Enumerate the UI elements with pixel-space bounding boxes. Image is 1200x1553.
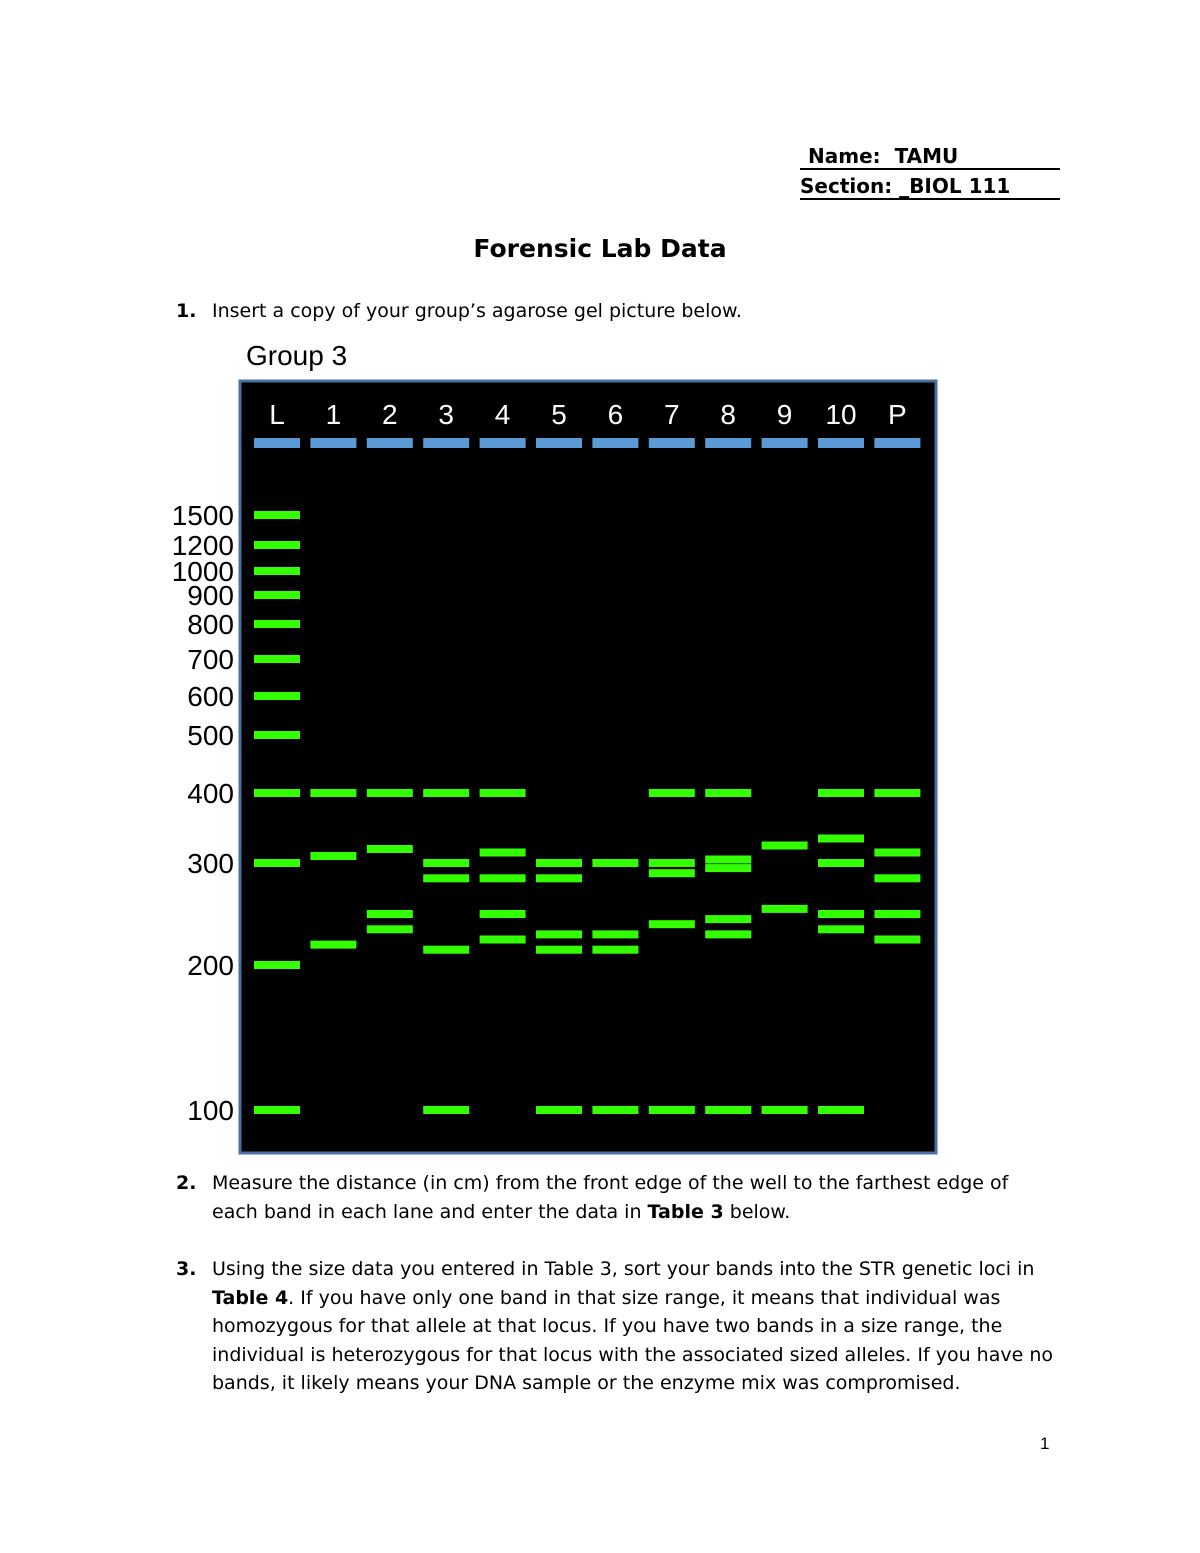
dna-band	[874, 910, 920, 918]
dna-band	[310, 941, 356, 949]
lane-label: L	[269, 399, 285, 430]
lane-label: 9	[776, 399, 793, 430]
dna-band	[649, 920, 695, 928]
question-1	[176, 297, 1056, 326]
gel-well	[818, 438, 864, 448]
dna-band	[536, 859, 582, 867]
gel-well	[367, 438, 413, 448]
dna-band	[254, 620, 300, 628]
gel-well	[592, 438, 638, 448]
dna-band	[254, 1106, 300, 1114]
dna-band	[423, 789, 469, 797]
dna-band	[536, 946, 582, 954]
dna-band	[818, 835, 864, 843]
dna-band	[367, 845, 413, 853]
dna-band	[254, 731, 300, 739]
lane-label: 4	[494, 399, 511, 430]
question-number: 3.	[176, 1258, 197, 1280]
dna-band	[649, 859, 695, 867]
ladder-size-label: 1500	[171, 500, 234, 531]
dna-band	[480, 849, 526, 857]
question-text	[212, 1169, 1056, 1226]
dna-band	[818, 859, 864, 867]
lane-label: 5	[551, 399, 567, 430]
dna-band	[254, 859, 300, 867]
page-number: 1	[1040, 1434, 1050, 1453]
section-label: Section:	[800, 174, 893, 198]
dna-band	[649, 789, 695, 797]
page-title: Forensic Lab Data	[473, 234, 727, 263]
question-2	[176, 1169, 1056, 1226]
gel-well	[536, 438, 582, 448]
dna-band	[423, 1106, 469, 1114]
dna-band	[705, 1106, 751, 1114]
dna-band	[649, 869, 695, 877]
dna-band	[254, 692, 300, 700]
dna-band	[592, 946, 638, 954]
dna-band	[874, 874, 920, 882]
gel-well	[762, 438, 808, 448]
dna-band	[367, 910, 413, 918]
dna-band	[536, 1106, 582, 1114]
gel-well	[480, 438, 526, 448]
lane-label: P	[888, 399, 907, 430]
dna-band	[705, 915, 751, 923]
dna-band	[874, 936, 920, 944]
ladder-size-label: 900	[187, 580, 234, 611]
dna-band	[254, 789, 300, 797]
dna-band	[480, 936, 526, 944]
gel-well	[649, 438, 695, 448]
dna-band	[592, 1106, 638, 1114]
gel-well	[254, 438, 300, 448]
dna-band	[480, 874, 526, 882]
lane-label: 10	[825, 399, 857, 430]
gel-well	[423, 438, 469, 448]
question-number: 1.	[176, 300, 197, 322]
gel-well	[310, 438, 356, 448]
dna-band	[367, 789, 413, 797]
name-field	[800, 144, 1060, 170]
dna-band	[254, 541, 300, 549]
dna-band	[423, 859, 469, 867]
dna-band	[874, 789, 920, 797]
question-number: 2.	[176, 1172, 197, 1194]
table-reference: Table 3	[647, 1200, 724, 1223]
ladder-size-label: 100	[187, 1095, 234, 1126]
question-text-part: . If you have only one band in that size range, it means that individual was homozygous for that allele at that locus. If you have two bands in a size range, the individual is heterozygous for that locus with the associated sized alleles. If you have no bands, it likely means your DNA sample or the enzyme mix was compromised.	[212, 1286, 1053, 1394]
dna-band	[874, 849, 920, 857]
dna-band	[592, 930, 638, 938]
dna-band	[423, 874, 469, 882]
ladder-size-label: 600	[187, 681, 234, 712]
dna-band	[254, 961, 300, 969]
gel-well	[874, 438, 920, 448]
section-field: Section: _BIOL 111	[800, 174, 1060, 200]
dna-band	[310, 852, 356, 860]
dna-band	[818, 1106, 864, 1114]
question-text-part: Using the size data you entered in Table 3, sort your bands into the STR genetic loci in	[212, 1258, 1035, 1280]
dna-band	[705, 930, 751, 938]
table-reference: Table 4	[212, 1286, 289, 1309]
agarose-gel-figure	[150, 370, 950, 1160]
lane-label: 7	[664, 399, 680, 430]
gel-well	[705, 438, 751, 448]
lane-label: 1	[325, 399, 342, 430]
dna-band	[480, 910, 526, 918]
question-text-part: Measure the distance (in cm) from the front edge of the well to the farthest edge of each band in each lane and enter the data in	[212, 1172, 1009, 1223]
section-value: BIOL 111	[909, 174, 1011, 198]
dna-band	[536, 874, 582, 882]
ladder-size-label: 800	[187, 609, 234, 640]
dna-band	[818, 910, 864, 918]
dna-band	[705, 856, 751, 864]
dna-band	[705, 864, 751, 872]
question-3	[176, 1255, 1056, 1398]
dna-band	[254, 655, 300, 663]
dna-band	[649, 1106, 695, 1114]
name-value: TAMU	[894, 144, 959, 168]
dna-band	[310, 789, 356, 797]
ladder-size-label: 1000	[171, 556, 234, 587]
question-text: Insert a copy of your group’s agarose gel picture below.	[212, 300, 742, 322]
ladder-size-label: 500	[187, 720, 234, 751]
dna-band	[536, 930, 582, 938]
dna-band	[592, 859, 638, 867]
question-text-part: below.	[723, 1200, 791, 1223]
dna-band	[480, 789, 526, 797]
ladder-size-label: 200	[187, 950, 234, 981]
dna-band	[705, 789, 751, 797]
name-label: Name:	[808, 144, 881, 168]
dna-band	[762, 1106, 808, 1114]
ladder-size-label: 300	[187, 848, 234, 879]
ladder-size-label: 400	[187, 778, 234, 809]
lane-label: 6	[607, 399, 624, 430]
dna-band	[254, 591, 300, 599]
dna-band	[818, 789, 864, 797]
lane-label: 3	[438, 399, 454, 430]
lane-label: 8	[720, 399, 736, 430]
ladder-size-label: 700	[187, 644, 234, 675]
lane-label: 2	[382, 399, 398, 430]
dna-band	[423, 946, 469, 954]
dna-band	[254, 511, 300, 519]
gel-background	[240, 381, 936, 1153]
question-text	[212, 1255, 1056, 1398]
dna-band	[762, 905, 808, 913]
gel-title: Group 3	[246, 340, 348, 371]
dna-band	[367, 925, 413, 933]
ladder-size-label: 1200	[171, 530, 234, 561]
dna-band	[254, 567, 300, 575]
dna-band	[762, 842, 808, 850]
dna-band	[818, 925, 864, 933]
